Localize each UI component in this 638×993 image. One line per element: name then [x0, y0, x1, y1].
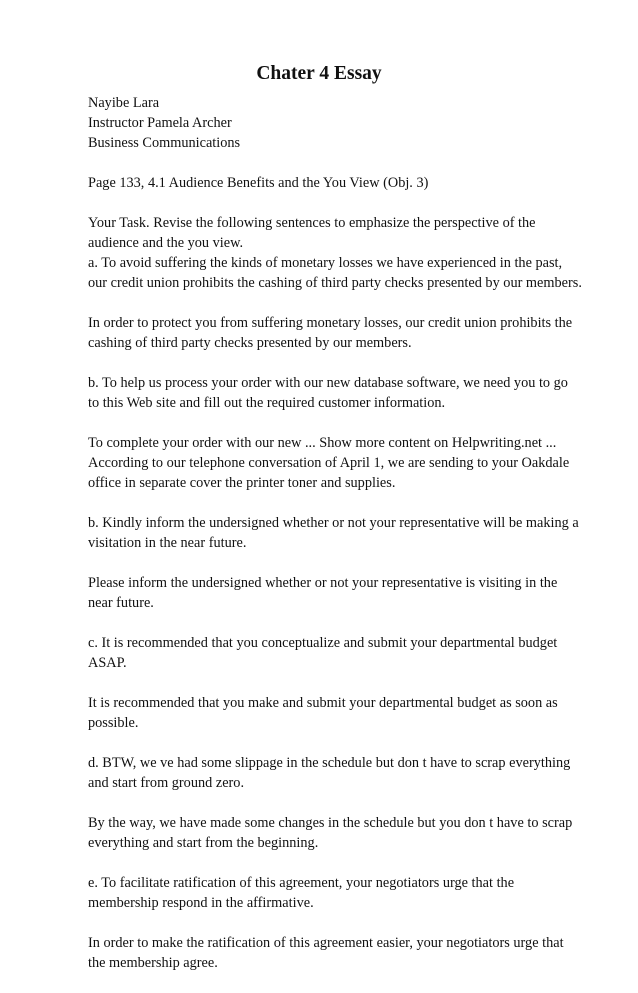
item-e-original: e. To facilitate ratification of this agreement, your negotiators urge that the membership respond in the affirmative.: [88, 875, 515, 911]
task-intro: Your Task. Revise the following sentences to emphasize the perspective of the audience and the you view.: [88, 215, 536, 251]
author-block: Nayibe Lara Instructor Pamela Archer Business Communications: [88, 95, 241, 151]
item-d-revised: By the way, we have made some changes in the schedule but you don t have to scrap everything and start from the beginning.: [88, 815, 573, 851]
reference-line: Page 133, 4.1 Audience Benefits and the You View (Obj. 3): [88, 175, 429, 191]
item-e-revised: In order to make the ratification of this agreement easier, your negotiators urge that the membership agree.: [88, 935, 564, 971]
item-a-revised: In order to protect you from suffering monetary losses, our credit union prohibits the cashing of third party checks presented by our members.: [88, 315, 573, 351]
item-a-original: a. To avoid suffering the kinds of monetary losses we have experienced in the past, our credit union prohibits the cashing of third party checks presented by our members.: [88, 255, 582, 291]
item-d-original: d. BTW, we ve had some slippage in the schedule but don t have to scrap everything and start from ground zero.: [88, 755, 571, 791]
item-b-original: b. To help us process your order with our new database software, we need you to go to this Web site and fill out the required customer information.: [88, 375, 568, 411]
document-title: Chater 4 Essay: [256, 63, 382, 84]
item-b2-revised: Please inform the undersigned whether or not your representative is visiting in the near future.: [88, 575, 558, 611]
item-b-revised: To complete your order with our new ... Show more content on Helpwriting.net ... According to our telephone conversation of April 1, we are sending to your Oakdale office in separate cover the printer toner and supplies.: [88, 435, 570, 491]
item-c-revised: It is recommended that you make and submit your departmental budget as soon as possible.: [88, 695, 558, 731]
item-b2-original: b. Kindly inform the undersigned whether or not your representative will be making a visitation in the near future.: [88, 515, 579, 551]
document-body: [88, 93, 608, 993]
item-c-original: c. It is recommended that you conceptualize and submit your departmental budget ASAP.: [88, 635, 558, 671]
